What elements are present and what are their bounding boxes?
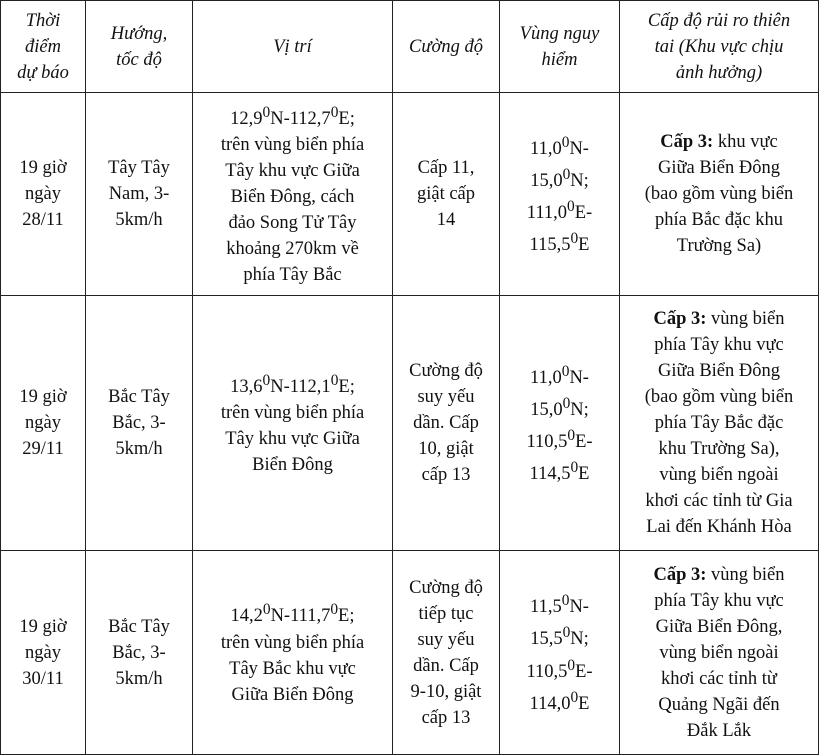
header-risk-level: Cấp độ rủi ro thiên tai (Khu vực chịu ảnh hưởng): [620, 1, 819, 93]
cell-risk-level: Cấp 3: vùng biển phía Tây khu vực Giữa Biển Đông, vùng biển ngoài khơi các tỉnh từ Quảng Ngãi đến Đắk Lắk: [620, 551, 819, 755]
cell-position: 13,6$^0$N-112,1$^0$E; trên vùng biển phía Tây khu vực Giữa Biển Đông: [193, 296, 393, 551]
cell-time: 19 giờ ngày 29/11: [1, 296, 86, 551]
cell-position: 12,9$^0$N-112,7$^0$E; trên vùng biển phía Tây khu vực Giữa Biển Đông, cách đảo Song Tử Tây khoảng 270km về phía Tây Bắc: [193, 93, 393, 296]
header-danger-zone: Vùng nguy hiểm: [500, 1, 620, 93]
coordinate-text: 14,2$^0$N-111,7$^0$E;: [230, 601, 355, 627]
cell-direction: Tây Tây Nam, 3- 5km/h: [86, 93, 193, 296]
table-row: [1, 93, 819, 296]
table-row: [1, 551, 819, 755]
risk-level-label: Cấp 3:: [653, 309, 707, 329]
cell-risk-level: Cấp 3: khu vực Giữa Biển Đông (bao gồm vùng biển phía Bắc đặc khu Trường Sa): [620, 93, 819, 296]
cell-direction: Bắc Tây Bắc, 3- 5km/h: [86, 551, 193, 755]
header-intensity: Cường độ: [393, 1, 500, 93]
cell-direction: Bắc Tây Bắc, 3- 5km/h: [86, 296, 193, 551]
cell-time: 19 giờ ngày 30/11: [1, 551, 86, 755]
cell-danger-zone: 11,5$^0$N- 15,5$^0$N; 110,5$^0$E- 114,0$^0$E: [500, 551, 620, 755]
risk-level-label: Cấp 3:: [653, 564, 707, 585]
table-header-row: [1, 1, 819, 93]
cell-intensity: Cường độ tiếp tục suy yếu dần. Cấp 9-10, giật cấp 13: [393, 551, 500, 755]
header-time: Thời điểm dự báo: [1, 1, 86, 93]
table-row: [1, 296, 819, 551]
cell-position: 14,2$^0$N-111,7$^0$E; trên vùng biển phía Tây Bắc khu vực Giữa Biển Đông: [193, 551, 393, 755]
cell-intensity: Cường độ suy yếu dần. Cấp 10, giật cấp 13: [393, 296, 500, 551]
coordinate-text: 13,6$^0$N-112,1$^0$E;: [230, 371, 355, 398]
cell-time: 19 giờ ngày 28/11: [1, 93, 86, 296]
header-position: Vị trí: [193, 1, 393, 93]
coordinate-text: 12,9$^0$N-112,7$^0$E;: [230, 103, 355, 130]
risk-level-label: Cấp 3:: [660, 132, 714, 152]
cell-danger-zone: 11,0$^0$N- 15,0$^0$N; 111,0$^0$E- 115,5$^0$E: [500, 93, 620, 296]
header-direction: Hướng, tốc độ: [86, 1, 193, 93]
cell-danger-zone: 11,0$^0$N- 15,0$^0$N; 110,5$^0$E- 114,5$^0$E: [500, 296, 620, 551]
cell-intensity: Cấp 11, giật cấp 14: [393, 93, 500, 296]
cell-risk-level: Cấp 3: vùng biển phía Tây khu vực Giữa Biển Đông (bao gồm vùng biển phía Tây Bắc đặc khu Trường Sa), vùng biển ngoài khơi các tỉnh từ Gia Lai đến Khánh Hòa: [620, 296, 819, 551]
